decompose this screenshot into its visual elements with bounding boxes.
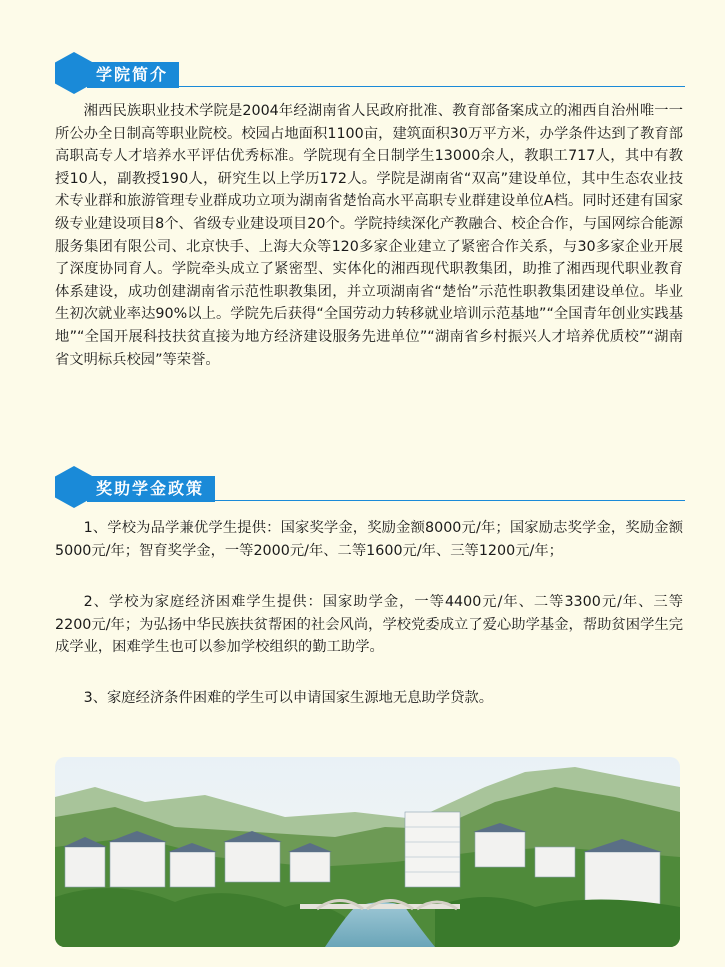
divider [87,500,685,501]
section-title: 奖助学金政策 [87,476,215,502]
campus-illustration [55,757,680,947]
policy-item-2: 2、学校为家庭经济困难学生提供：国家助学金，一等4400元/年、二等3300元/年、三等2200元/年；为弘扬中华民族扶贫帮困的社会风尚，学校党委成立了爱心助学基金，帮助贫困学生完成学业，困难学生也可以参加学校组织的勤工助学。 [55,594,683,656]
intro-paragraph: 湘西民族职业技术学院是2004年经湖南省人民政府批准、教育部备案成立的湘西自治州唯一一所公办全日制高等职业院校。校园占地面积1100亩，建筑面积30万平方米，办学条件达到了教育部高职高专人才培养水平评估优秀标准。学院现有全日制学生13000余人，教职工717人，其中有教授10人，副教授190人，研究生以上学历172人。学院是湖南省“双高”建设单位，其中生态农业技术专业群和旅游管理专业群成功立项为湖南省楚怡高水平高职专业群建设单位A档。同时还建有国家级专业建设项目8个、省级专业建设项目20个。学院持续深化产教融合、校企合作，与国网综合能源服务集团有限公司、北京快手、上海大众等120多家企业建立了紧密合作关系，与30多家企业开展了深度协同育人。学院牵头成立了紧密型、实体化的湘西现代职教集团，助推了湘西现代职业教育体系建设，成功创建湖南省示范性职教集团，并立项湖南省“楚怡”示范性职教集团建设单位。毕业生初次就业率达90%以上。学院先后获得“全国劳动力转移就业培训示范基地”“全国青年创业实践基地”“全国开展科技扶贫直接为地方经济建设服务先进单位”“湖南省乡村振兴人才培养优质校”“湖南省文明标兵校园”等荣誉。 [55,103,683,368]
section-title: 学院简介 [87,62,179,88]
section-header-scholarship [55,466,695,508]
campus-photo [55,757,680,947]
section-header-intro [55,52,695,94]
divider [87,86,685,87]
policy-item-3: 3、家庭经济条件困难的学生可以申请国家生源地无息助学贷款。 [83,690,493,706]
policy-item-1: 1、学校为品学兼优学生提供：国家奖学金，奖励金额8000元/年；国家励志奖学金，奖励金额5000元/年；智育奖学金，一等2000元/年、二等1600元/年、三等1200元/年； [55,520,683,559]
